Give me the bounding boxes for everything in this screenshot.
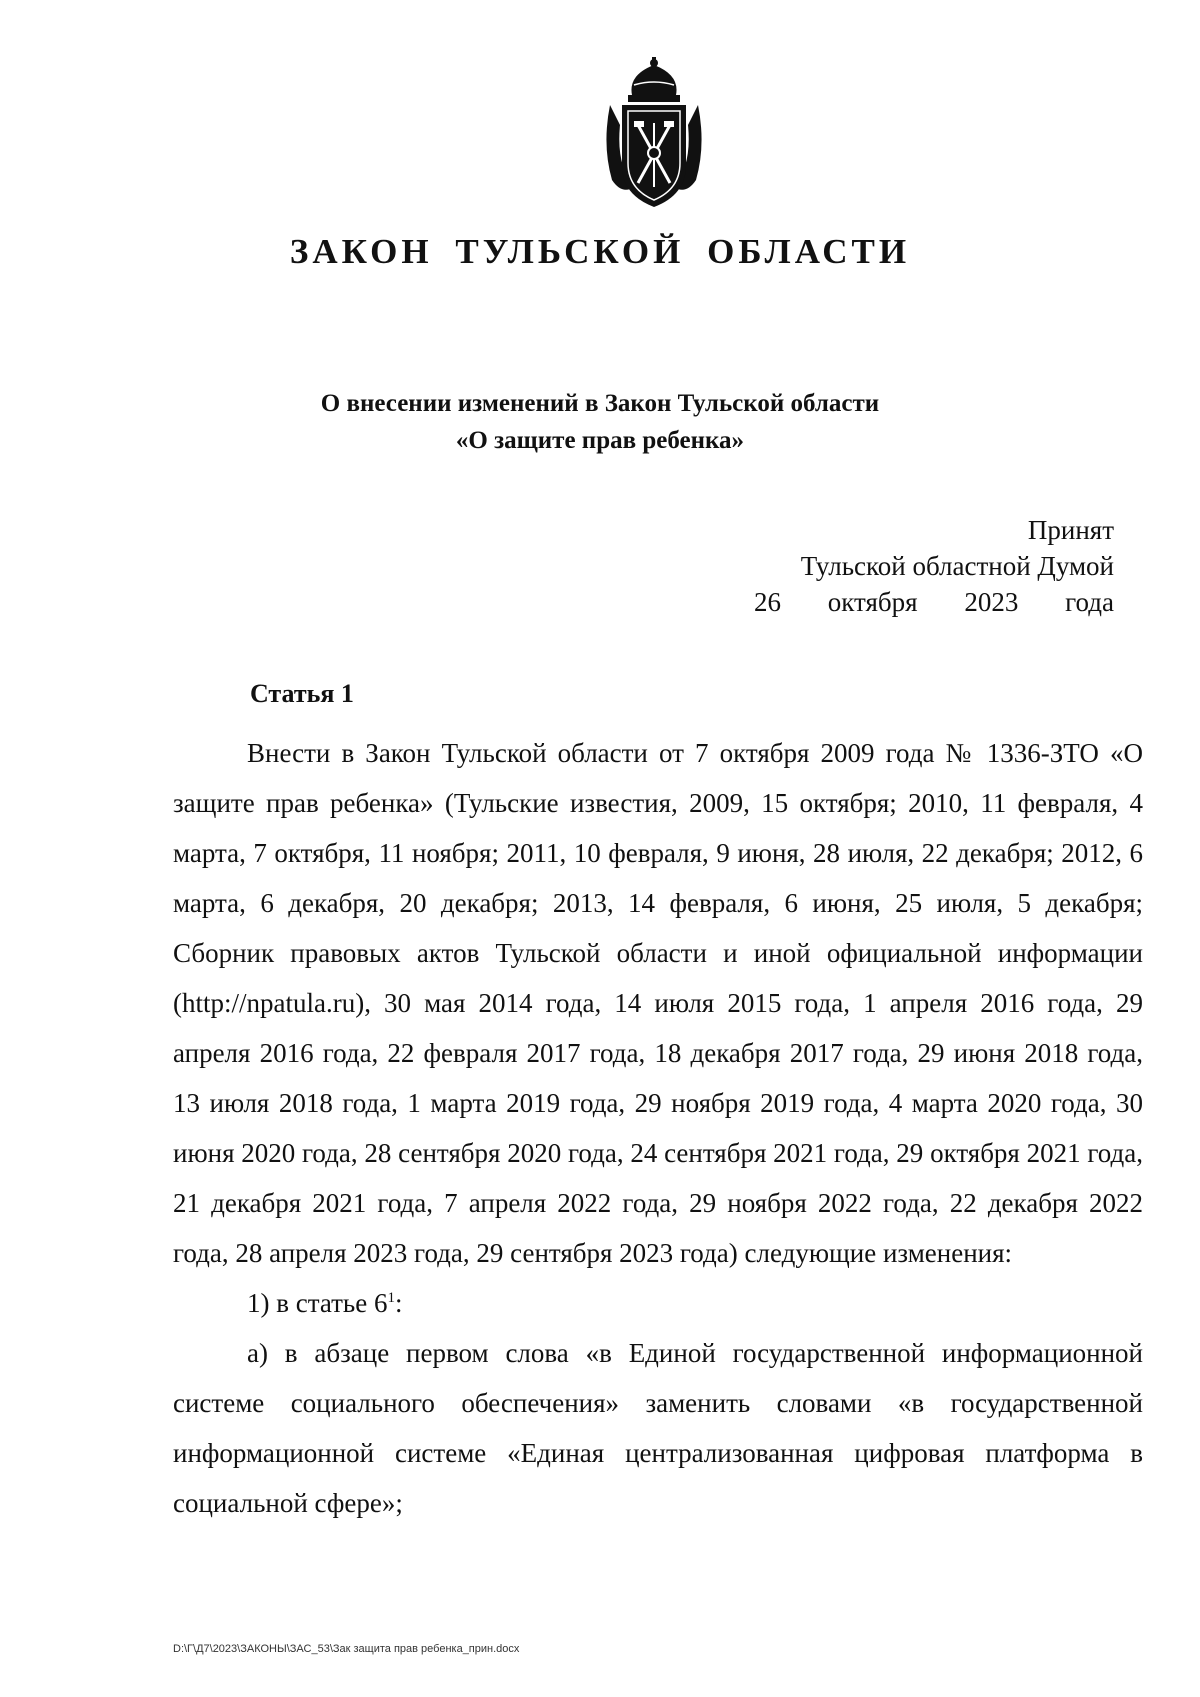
adoption-line-2: Тульской областной Думой <box>800 551 1114 581</box>
item-1-text: 1) в статье 6 <box>247 1288 388 1318</box>
subitem-a-paragraph: а) в абзаце первом слова «в Единой государственной информационной системе социального обеспечения» заменить словами «в государственной информационной системе «Единая централизованная цифровая платформа в социальной сфере»; <box>173 1338 1143 1518</box>
adoption-block <box>754 512 1114 620</box>
article-intro-paragraph: Внести в Закон Тульской области от 7 октября 2009 года № 1336-ЗТО «О защите прав ребенка» (Тульские известия, 2009, 15 октября; 2010, 11 февраля, 4 марта, 7 октября, 11 ноября; 2011, 10 февраля, 9 июня, 28 июля, 22 декабря; 2012, 6 марта, 6 декабря, 20 декабря; 2013, 14 февраля, 6 июня, 25 июля, 5 декабря; Сборник правовых актов Тульской области и иной официальной информации (http://npatula.ru), 30 мая 2014 года, 14 июля 2015 года, 1 апреля 2016 года, 29 апреля 2016 года, 22 февраля 2017 года, 18 декабря 2017 года, 29 июня 2018 года, 13 июля 2018 года, 1 марта 2019 года, 29 ноября 2019 года, 4 марта 2020 года, 30 июня 2020 года, 28 сентября 2020 года, 24 сентября 2021 года, 29 октября 2021 года, 21 декабря 2021 года, 7 апреля 2022 года, 29 ноября 2022 года, 22 декабря 2022 года, 28 апреля 2023 года, 29 сентября 2023 года) следующие изменения: <box>173 738 1143 1268</box>
item-1-superscript: 1 <box>387 1290 395 1306</box>
adoption-line-1: Принят <box>1027 515 1114 545</box>
article-heading: Статья 1 <box>250 679 354 708</box>
coat-of-arms-icon <box>598 55 710 215</box>
adoption-date <box>754 584 1114 620</box>
adoption-year: 2023 <box>964 587 1019 617</box>
law-title: ЗАКОН ТУЛЬСКОЙ ОБЛАСТИ <box>289 232 911 271</box>
adoption-year-word: года <box>1065 587 1114 617</box>
footer-file-path: D:\Г\Д7\2023\ЗАКОНЫ\ЗАС_53\Зак защита прав ребенка_прин.docx <box>173 1643 520 1655</box>
adoption-day: 26 <box>754 587 781 617</box>
article-body <box>173 728 1143 1528</box>
item-1-colon: : <box>394 1288 403 1318</box>
law-subject-line-2: «О защите прав ребенка» <box>455 427 745 454</box>
law-subject <box>0 385 1200 459</box>
law-subject-line-1: О внесении изменений в Закон Тульской области <box>320 390 880 417</box>
item-1-paragraph <box>173 1278 1143 1328</box>
adoption-month: октября <box>827 587 918 617</box>
